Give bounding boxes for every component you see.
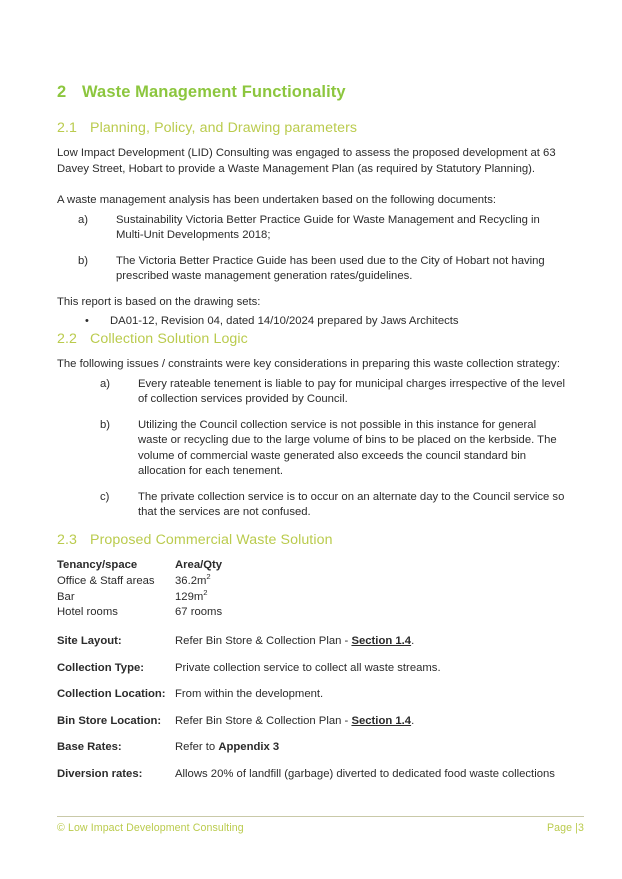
detail-row [57, 661, 565, 688]
detail-label: Diversion rates: [57, 767, 143, 780]
list-item-text: The private collection service is to occur on an alternate day to the Council service so that the services are not confused. [138, 490, 565, 519]
detail-text: From within the development. [175, 688, 324, 701]
heading-section-2-number: 2 [57, 83, 67, 101]
detail-value [175, 740, 565, 767]
detail-text: Refer to [175, 741, 219, 754]
heading-section-2 [57, 82, 565, 103]
cell-space: Hotel rooms [57, 605, 118, 618]
detail-text: Allows 20% of landfill (garbage) diverted to dedicated food waste collections [175, 767, 555, 780]
section-2-2-intro-paragraph: The following issues / constraints were key considerations in preparing this waste collection strategy: [57, 358, 560, 371]
cell-area-value: 36.2m [175, 575, 207, 588]
footer-page-number: Page |3 [546, 822, 584, 834]
section-2-1-drawings-lead: This report is based on the drawing sets: [57, 295, 261, 308]
detail-label: Bin Store Location: [57, 714, 162, 727]
detail-row [57, 687, 565, 714]
cell-space: Office & Staff areas [57, 575, 155, 588]
detail-label: Base Rates: [57, 741, 122, 754]
table-row [57, 605, 565, 620]
detail-value [175, 634, 565, 661]
detail-text: Refer Bin Store & Collection Plan - [175, 714, 352, 727]
detail-section-reference[interactable]: Section 1.4 [351, 714, 412, 727]
heading-section-2-3 [57, 531, 565, 549]
list-marker: b) [78, 254, 89, 267]
page-content [57, 82, 565, 782]
detail-label: Collection Location: [57, 688, 166, 701]
waste-solution-details-table [57, 634, 565, 782]
section-2-1-drawings-list [57, 314, 565, 330]
detail-row [57, 634, 565, 661]
table-row [57, 590, 565, 605]
footer-divider [57, 816, 584, 817]
list-item-text: Utilizing the Council collection service is not possible in this instance for general waste or recycling due to the large volume of bins to be placed on the kerbside. The volume of commercial waste generated also exceeds the council standard bin allocation for each tenement. [138, 418, 557, 478]
cell-area [175, 574, 565, 589]
list-marker: a) [78, 213, 89, 226]
detail-row [57, 740, 565, 767]
page-footer [57, 816, 584, 834]
list-marker: a) [100, 377, 111, 390]
column-header-tenancy: Tenancy/space [57, 558, 138, 571]
section-2-2-considerations-list [57, 377, 565, 521]
table-header-row [57, 558, 565, 574]
column-header-area: Area/Qty [175, 558, 223, 571]
detail-value [175, 661, 565, 688]
tenancy-area-table [57, 558, 565, 620]
bullet-icon: • [85, 314, 89, 327]
detail-text: . [411, 714, 415, 727]
list-item [100, 490, 565, 521]
heading-section-2-3-title: Proposed Commercial Waste Solution [90, 531, 333, 548]
cell-area [175, 605, 565, 620]
detail-label: Collection Type: [57, 661, 145, 674]
list-marker: c) [100, 490, 110, 503]
heading-section-2-1-title: Planning, Policy, and Drawing parameters [90, 119, 358, 136]
footer-copyright: © Low Impact Development Consulting [57, 822, 244, 834]
detail-row [57, 767, 565, 783]
list-item [100, 418, 565, 480]
section-2-1-analysis-lead: A waste management analysis has been undertaken based on the following documents: [57, 194, 496, 207]
cell-area-superscript: 2 [203, 587, 208, 597]
detail-value [175, 687, 565, 714]
detail-label: Site Layout: [57, 635, 122, 648]
detail-value [175, 714, 565, 741]
list-item-text: The Victoria Better Practice Guide has been used due to the City of Hobart not having prescribed waste management generation rates/guidelines. [116, 254, 545, 283]
heading-section-2-2-number: 2.2 [57, 330, 78, 347]
detail-section-reference[interactable]: Section 1.4 [351, 635, 412, 648]
list-item [78, 213, 565, 244]
list-item [78, 254, 565, 285]
list-marker: b) [100, 418, 111, 431]
cell-space: Bar [57, 590, 75, 603]
heading-section-2-3-number: 2.3 [57, 531, 78, 548]
cell-area-superscript: 2 [206, 572, 211, 582]
heading-section-2-2 [57, 330, 565, 348]
list-item [85, 314, 565, 330]
list-item [100, 377, 565, 408]
detail-emphasis: Appendix 3 [218, 741, 280, 754]
detail-value [175, 767, 565, 783]
list-item-text: Every rateable tenement is liable to pay for municipal charges irrespective of the level of collection services provided by Council. [138, 377, 565, 406]
heading-section-2-1-number: 2.1 [57, 119, 78, 136]
section-2-1-intro-paragraph: Low Impact Development (LID) Consulting was engaged to assess the proposed development at 63 Davey Street, Hobart to provide a Waste Management Plan (as required by Statutory Planning). [57, 147, 556, 175]
cell-area-value: 67 rooms [175, 605, 223, 618]
heading-section-2-2-title: Collection Solution Logic [90, 330, 248, 347]
footer-row [57, 822, 584, 834]
table-row [57, 574, 565, 589]
detail-text: Private collection service to collect all waste streams. [175, 661, 441, 674]
list-item-text: DA01-12, Revision 04, dated 14/10/2024 prepared by Jaws Architects [110, 315, 459, 328]
cell-area [175, 587, 565, 605]
cell-area-value: 129m [175, 590, 204, 603]
list-item-text: Sustainability Victoria Better Practice Guide for Waste Management and Recycling in Multi-Unit Developments 2018; [116, 213, 540, 242]
heading-section-2-1 [57, 119, 565, 137]
detail-text: Refer Bin Store & Collection Plan - [175, 635, 352, 648]
section-2-1-documents-list [57, 213, 565, 285]
detail-text: . [411, 635, 415, 648]
heading-section-2-title: Waste Management Functionality [82, 83, 346, 101]
detail-row [57, 714, 565, 741]
